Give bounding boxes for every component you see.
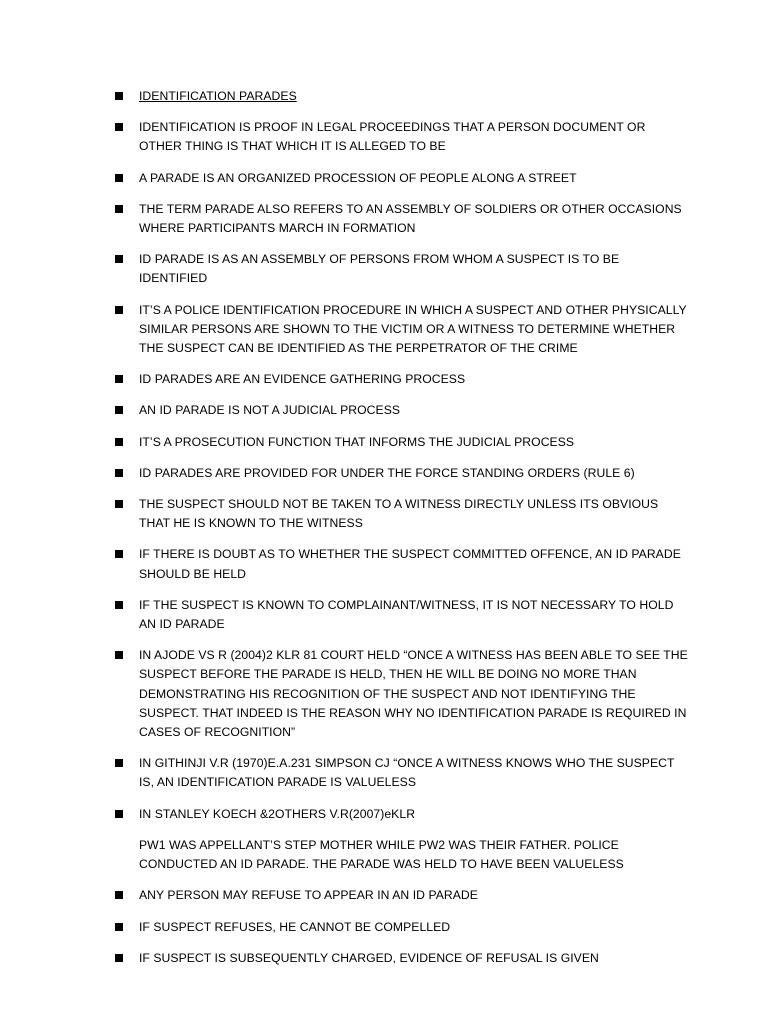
list-item-text: ID PARADE IS AS AN ASSEMBLY OF PERSONS FROM WHOM A SUSPECT IS TO BE IDENTIFIED xyxy=(139,252,620,286)
list-item xyxy=(113,433,688,452)
list-item-text: IN AJODE VS R (2004)2 KLR 81 COURT HELD “ONCE A WITNESS HAS BEEN ABLE TO SEE THE SUSPECT BEFORE THE PARADE IS HELD, THEN HE WILL BE DOING NO MORE THAN DEMONSTRATING HIS RECOGNITION OF THE SUSPECT AND NOT IDENTIFYING THE SUSPECT. THAT INDEED IS THE REASON WHY NO IDENTIFICATION PARADE IS REQUIRED IN CASES OF RECOGNITION” xyxy=(139,648,688,740)
list-item-text: THE SUSPECT SHOULD NOT BE TAKEN TO A WITNESS DIRECTLY UNLESS ITS OBVIOUS THAT HE IS KNOWN TO THE WITNESS xyxy=(139,497,659,531)
list-item-text: A PARADE IS AN ORGANIZED PROCESSION OF PEOPLE ALONG A STREET xyxy=(139,170,577,185)
list-item xyxy=(113,545,688,583)
square-bullet-icon xyxy=(115,205,123,213)
list-item-text: ANY PERSON MAY REFUSE TO APPEAR IN AN ID PARADE xyxy=(139,888,478,903)
list-item xyxy=(113,464,688,483)
list-item-text: IT’S A PROSECUTION FUNCTION THAT INFORMS THE JUDICIAL PROCESS xyxy=(139,434,575,449)
square-bullet-icon xyxy=(115,255,123,263)
square-bullet-icon xyxy=(115,759,123,767)
list-item-text: THE TERM PARADE ALSO REFERS TO AN ASSEMBLY OF SOLDIERS OR OTHER OCCASIONS WHERE PARTICIPANTS MARCH IN FORMATION xyxy=(139,201,682,236)
list-item-text: ID PARADES ARE PROVIDED FOR UNDER THE FORCE STANDING ORDERS (RULE 6) xyxy=(139,465,635,480)
list-item xyxy=(113,495,688,533)
list-item-text: IN GITHINJI V.R (1970)E.A.231 SIMPSON CJ “ONCE A WITNESS KNOWS WHO THE SUSPECT IS, AN IDENTIFICATION PARADE IS VALUELESS xyxy=(139,756,675,790)
list-item xyxy=(113,250,688,288)
list-item xyxy=(113,169,688,188)
square-bullet-icon xyxy=(115,406,123,414)
document-title: IDENTIFICATION PARADES xyxy=(139,89,297,103)
square-bullet-icon xyxy=(115,123,123,131)
list-item xyxy=(113,886,688,905)
list-item-text: PW1 WAS APPELLANT’S STEP MOTHER WHILE PW2 WAS THEIR FATHER. POLICE CONDUCTED AN ID PARADE. THE PARADE WAS HELD TO HAVE BEEN VALUELESS xyxy=(139,837,624,872)
list-item-text: IF SUSPECT IS SUBSEQUENTLY CHARGED, EVIDENCE OF REFUSAL IS GIVEN xyxy=(139,950,599,965)
list-item-text: IF THERE IS DOUBT AS TO WHETHER THE SUSPECT COMMITTED OFFENCE, AN ID PARADE SHOULD BE HELD xyxy=(139,547,681,581)
square-bullet-icon xyxy=(115,174,123,182)
list-item xyxy=(113,646,688,742)
document-heading-item xyxy=(113,87,688,106)
square-bullet-icon xyxy=(115,891,123,899)
square-bullet-icon xyxy=(115,601,123,609)
list-item-text: IF THE SUSPECT IS KNOWN TO COMPLAINANT/WITNESS, IT IS NOT NECESSARY TO HOLD AN ID PARADE xyxy=(139,597,674,632)
list-item xyxy=(113,401,688,420)
square-bullet-icon xyxy=(115,306,123,314)
square-bullet-icon xyxy=(115,954,123,962)
square-bullet-icon xyxy=(115,375,123,383)
square-bullet-icon xyxy=(115,651,123,659)
square-bullet-icon xyxy=(115,92,123,100)
list-item xyxy=(113,918,688,937)
square-bullet-icon xyxy=(115,469,123,477)
square-bullet-icon xyxy=(115,550,123,558)
list-item xyxy=(113,301,688,359)
list-item-text: IT’S A POLICE IDENTIFICATION PROCEDURE IN WHICH A SUSPECT AND OTHER PHYSICALLY SIMILAR PERSONS ARE SHOWN TO THE VICTIM OR A WITNESS TO DETERMINE WHETHER THE SUSPECT CAN BE IDENTIFIED AS THE PERPETRATOR OF THE CRIME xyxy=(139,302,687,356)
list-item-text: AN ID PARADE IS NOT A JUDICIAL PROCESS xyxy=(139,403,401,418)
square-bullet-icon xyxy=(115,438,123,446)
list-item xyxy=(113,754,688,792)
list-item-text: IF SUSPECT REFUSES, HE CANNOT BE COMPELLED xyxy=(139,919,451,934)
list-item xyxy=(113,596,688,634)
list-item xyxy=(113,805,688,824)
list-item-text: IN STANLEY KOECH &2OTHERS V.R(2007)eKLR xyxy=(139,806,416,821)
square-bullet-icon xyxy=(115,923,123,931)
list-item xyxy=(113,949,688,968)
list-item-text: IDENTIFICATION IS PROOF IN LEGAL PROCEEDINGS THAT A PERSON DOCUMENT OR OTHER THING IS THAT WHICH IT IS ALLEGED TO BE xyxy=(139,120,646,154)
square-bullet-icon xyxy=(115,500,123,508)
list-item xyxy=(113,370,688,389)
list-item xyxy=(113,836,688,874)
list-item-text: ID PARADES ARE AN EVIDENCE GATHERING PROCESS xyxy=(139,372,466,387)
list-item xyxy=(113,200,688,238)
square-bullet-icon xyxy=(115,810,123,818)
list-item xyxy=(113,118,688,156)
bullet-list xyxy=(113,87,688,980)
